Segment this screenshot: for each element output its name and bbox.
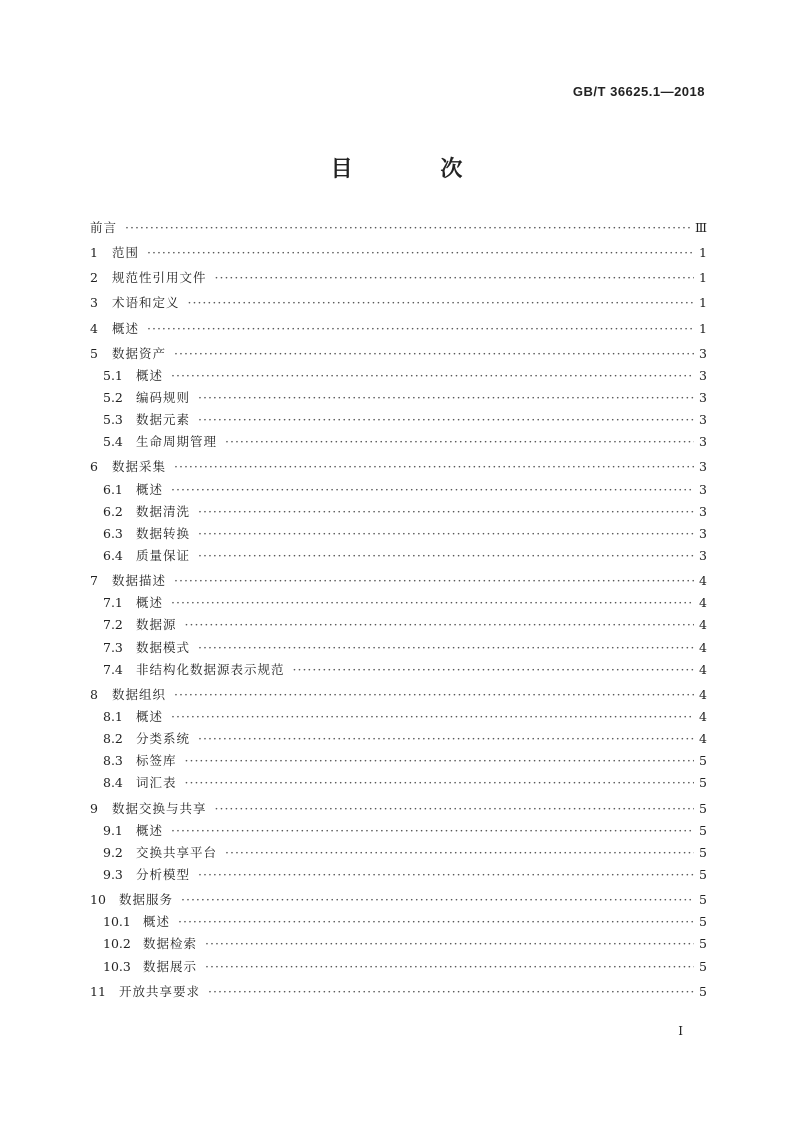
toc-entry-page: 4: [699, 686, 707, 702]
toc-entry-title: 数据转换: [136, 525, 191, 541]
toc-entry[interactable]: [90, 843, 707, 865]
toc-entry-title: 概述: [136, 595, 164, 611]
toc-entry-page: 3: [699, 481, 707, 497]
toc-entry-number: 4: [90, 320, 98, 336]
toc-entry-number: 6.3: [103, 525, 123, 541]
toc-entry[interactable]: [90, 729, 707, 751]
toc-entry-page: 5: [699, 958, 707, 974]
toc-entry-page: Ⅲ: [694, 220, 707, 235]
toc-dot-leader: [198, 390, 694, 405]
toc-entry-page: 3: [699, 389, 707, 405]
toc-entry-title: 数据资产: [112, 345, 167, 361]
toc-entry-page: 4: [699, 661, 707, 677]
toc-entry-page: 1: [699, 270, 707, 286]
toc-entry-page: 5: [699, 844, 707, 860]
toc-entry-page: 1: [699, 295, 707, 311]
toc-dot-leader: [147, 245, 694, 260]
toc-entry-title: 质量保证: [136, 547, 191, 563]
toc-entry-page: 3: [699, 345, 707, 361]
toc-entry[interactable]: [90, 593, 707, 615]
toc-entry-number: 3: [90, 295, 98, 311]
toc-dot-leader: [198, 504, 694, 519]
toc-entry-title: 数据模式: [136, 639, 191, 655]
toc-entry-number: 5.3: [103, 412, 123, 428]
toc-entry-page: 3: [699, 367, 707, 383]
toc-entry[interactable]: [90, 957, 707, 979]
toc-entry[interactable]: [90, 890, 707, 912]
toc-dot-leader: [171, 368, 694, 383]
toc-entry-title: 概述: [136, 822, 164, 838]
toc-entry-number: 2: [90, 270, 98, 286]
toc-dot-leader: [171, 823, 694, 838]
toc-entry-number: 8: [90, 686, 98, 702]
toc-dot-leader: [125, 220, 691, 235]
toc-entry[interactable]: [90, 388, 707, 410]
toc-dot-leader: [174, 687, 694, 702]
toc-entry-title: 概述: [112, 320, 140, 336]
toc-entry-page: 4: [699, 639, 707, 655]
toc-entry-number: 9: [90, 800, 98, 816]
toc-entry[interactable]: [90, 457, 707, 479]
toc-entry-page: 4: [699, 731, 707, 747]
toc-entry[interactable]: [90, 773, 707, 795]
toc-entry-title: 生命周期管理: [136, 434, 218, 450]
toc-entry-number: 1: [90, 245, 98, 261]
toc-entry[interactable]: [90, 615, 707, 637]
toc-entry-page: 5: [699, 775, 707, 791]
toc-entry[interactable]: [90, 218, 707, 240]
toc-entry-page: 1: [699, 320, 707, 336]
toc-entry[interactable]: [90, 660, 707, 682]
toc-entry-title: 前言: [90, 220, 118, 235]
toc-entry-number: 5.2: [103, 389, 123, 405]
toc-entry-number: 10.2: [103, 936, 131, 952]
toc-entry[interactable]: [90, 821, 707, 843]
toc-entry-title: 编码规则: [136, 389, 191, 405]
toc-entry[interactable]: [90, 934, 707, 956]
toc-dot-leader: [181, 892, 694, 907]
toc-entry-title: 数据组织: [112, 686, 167, 702]
page-title: 目 次: [330, 156, 503, 182]
toc-entry-title: 概述: [136, 708, 164, 724]
toc-dot-leader: [208, 984, 694, 999]
toc-entry-title: 数据清洗: [136, 503, 191, 519]
standard-number: GB/T 36625.1—2018: [572, 84, 705, 99]
toc-dot-leader: [171, 595, 694, 610]
toc-entry[interactable]: [90, 751, 707, 773]
toc-entry-number: 10: [90, 892, 106, 908]
toc-entry[interactable]: [90, 432, 707, 454]
toc-entry[interactable]: [90, 865, 707, 887]
toc-entry-number: 9.2: [103, 844, 123, 860]
toc-dot-leader: [215, 270, 694, 285]
toc-dot-leader: [198, 526, 694, 541]
toc-entry-number: 11: [90, 983, 106, 999]
toc-entry-number: 9.3: [103, 866, 123, 882]
toc-entry-title: 标签库: [136, 753, 177, 769]
toc-dot-leader: [188, 295, 694, 310]
toc-dot-leader: [185, 617, 694, 632]
toc-entry-title: 数据元素: [136, 412, 191, 428]
toc-entry[interactable]: [90, 293, 707, 315]
toc-entry-title: 数据交换与共享: [112, 800, 207, 816]
toc-entry-page: 1: [699, 245, 707, 261]
toc-dot-leader: [174, 459, 694, 474]
toc-dot-leader: [205, 959, 694, 974]
toc-entry-title: 交换共享平台: [136, 844, 218, 860]
toc-entry[interactable]: [90, 268, 707, 290]
toc-entry-number: 7.1: [103, 595, 123, 611]
toc-entry-title: 数据展示: [143, 958, 198, 974]
toc-entry-number: 7.3: [103, 639, 123, 655]
toc-entry-page: 5: [699, 892, 707, 908]
toc-dot-leader: [198, 412, 694, 427]
toc-dot-leader: [198, 867, 694, 882]
toc-entry[interactable]: [90, 410, 707, 432]
toc-dot-leader: [174, 573, 694, 588]
toc-dot-leader: [171, 482, 694, 497]
toc-dot-leader: [147, 321, 694, 336]
toc-dot-leader: [225, 845, 694, 860]
toc-dot-leader: [174, 346, 694, 361]
toc-entry[interactable]: [90, 546, 707, 568]
toc-entry[interactable]: [90, 707, 707, 729]
toc-entry[interactable]: [90, 243, 707, 265]
toc-entry-page: 5: [699, 800, 707, 816]
toc-entry-page: 5: [699, 983, 707, 999]
toc-entry-title: 数据检索: [143, 936, 198, 952]
toc-entry-number: 9.1: [103, 822, 123, 838]
toc-entry-page: 5: [699, 936, 707, 952]
toc-entry[interactable]: [90, 344, 707, 366]
toc-entry-title: 术语和定义: [112, 295, 180, 311]
toc-entry-title: 规范性引用文件: [112, 270, 207, 286]
toc-entry[interactable]: [90, 319, 707, 341]
toc-entry-number: 6.1: [103, 481, 123, 497]
toc-entry-number: 7.2: [103, 617, 123, 633]
toc-entry-title: 数据描述: [112, 573, 167, 589]
toc-entry-number: 8.4: [103, 775, 123, 791]
toc-entry-page: 5: [699, 753, 707, 769]
toc-entry[interactable]: [90, 524, 707, 546]
toc-entry-title: 数据采集: [112, 459, 167, 475]
toc-entry[interactable]: [90, 982, 707, 1004]
toc-entry-page: 3: [699, 459, 707, 475]
toc-dot-leader: [185, 775, 694, 790]
toc-entry[interactable]: [90, 912, 707, 934]
toc-dot-leader: [205, 936, 694, 951]
toc-entry-page: 4: [699, 708, 707, 724]
toc-dot-leader: [178, 914, 694, 929]
toc-dot-leader: [171, 709, 694, 724]
toc-entry-page: 4: [699, 617, 707, 633]
toc-entry-page: 5: [699, 866, 707, 882]
toc-dot-leader: [198, 640, 694, 655]
toc-entry-page: 3: [699, 503, 707, 519]
toc-entry-number: 8.1: [103, 708, 123, 724]
toc-entry[interactable]: [90, 366, 707, 388]
toc-entry[interactable]: [90, 685, 707, 707]
toc-entry-title: 概述: [136, 367, 164, 383]
toc-entry-title: 概述: [143, 914, 171, 930]
toc-entry-number: 5: [90, 345, 98, 361]
toc-entry-page: 3: [699, 412, 707, 428]
toc-entry-number: 6.4: [103, 547, 123, 563]
toc-entry-number: 5.4: [103, 434, 123, 450]
toc-entry[interactable]: [90, 502, 707, 524]
toc-entry-title: 分析模型: [136, 866, 191, 882]
toc-entry[interactable]: [90, 571, 707, 593]
toc-entry-page: 3: [699, 434, 707, 450]
toc-entry-title: 非结构化数据源表示规范: [136, 661, 285, 677]
toc-entry-title: 开放共享要求: [119, 983, 201, 999]
toc-entry-number: 5.1: [103, 367, 123, 383]
toc-entry-number: 8.3: [103, 753, 123, 769]
toc-entry-title: 词汇表: [136, 775, 177, 791]
toc-dot-leader: [215, 801, 694, 816]
table-of-contents: [90, 218, 707, 1004]
toc-entry-page: 3: [699, 525, 707, 541]
toc-entry-page: 4: [699, 573, 707, 589]
toc-entry-page: 3: [699, 547, 707, 563]
toc-entry[interactable]: [90, 480, 707, 502]
toc-entry-title: 范围: [112, 245, 140, 261]
toc-entry-page: 4: [699, 595, 707, 611]
toc-dot-leader: [293, 662, 694, 677]
toc-dot-leader: [198, 731, 694, 746]
toc-entry-number: 7: [90, 573, 98, 589]
toc-entry-number: 10.3: [103, 958, 131, 974]
toc-dot-leader: [225, 434, 694, 449]
toc-entry-number: 7.4: [103, 661, 123, 677]
toc-entry[interactable]: [90, 638, 707, 660]
toc-entry-number: 8.2: [103, 731, 123, 747]
toc-entry-title: 概述: [136, 481, 164, 497]
toc-entry-page: 5: [699, 822, 707, 838]
toc-entry-title: 数据服务: [119, 892, 174, 908]
toc-dot-leader: [185, 753, 694, 768]
toc-entry[interactable]: [90, 799, 707, 821]
toc-entry-number: 6: [90, 459, 98, 475]
toc-entry-title: 数据源: [136, 617, 177, 633]
toc-entry-title: 分类系统: [136, 731, 191, 747]
toc-entry-number: 10.1: [103, 914, 131, 930]
toc-entry-page: 5: [699, 914, 707, 930]
toc-entry-number: 6.2: [103, 503, 123, 519]
page-number: Ⅰ: [678, 1024, 683, 1038]
toc-dot-leader: [198, 548, 694, 563]
